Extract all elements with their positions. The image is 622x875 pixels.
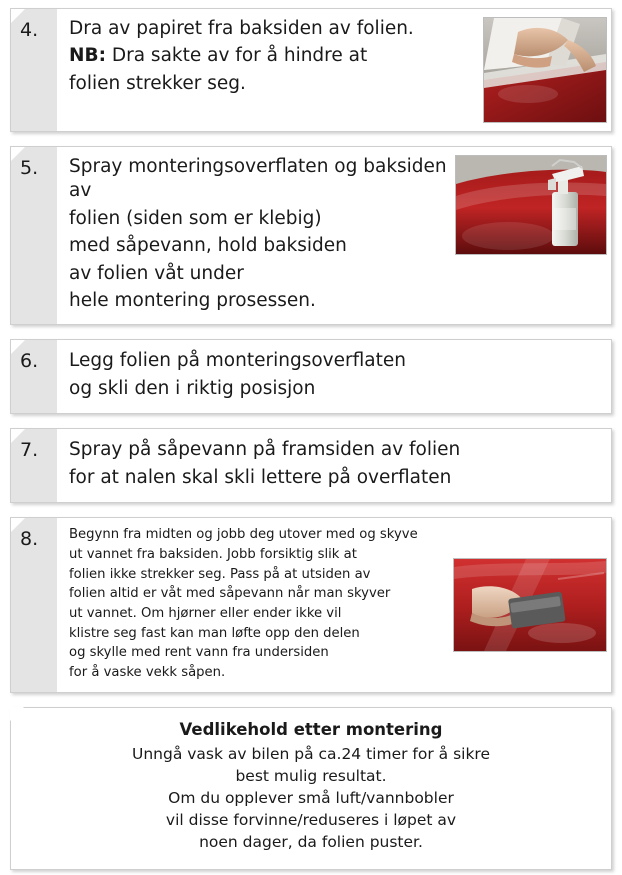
maintenance-line: best mulig resultat. — [235, 766, 387, 785]
step-text-8 — [69, 526, 453, 684]
step-line: Spray monteringsoverflaten og baksiden av — [69, 156, 447, 202]
peeling-backing-photo — [483, 17, 607, 123]
maintenance-line: Unngå vask av bilen på ca.24 timer for å sikre — [131, 744, 490, 763]
step-line: for at nalen skal skli lettere på overflaten — [69, 466, 452, 488]
spray-bottle-illustration — [456, 156, 606, 254]
step-line: og skylle med rent vann fra undersiden — [69, 645, 329, 661]
squeegee-illustration — [454, 559, 606, 651]
step-text-4 — [69, 17, 483, 99]
step-item-6 — [10, 339, 612, 414]
step-body-5 — [57, 147, 611, 324]
step-number-8: 8. — [20, 528, 39, 551]
step-body-6 — [57, 340, 611, 413]
step-item-7 — [10, 428, 612, 503]
step-line: for å vaske vekk såpen. — [69, 665, 226, 681]
step-number-5: 5. — [20, 157, 39, 179]
step-number-6: 6. — [20, 350, 39, 373]
step-line-text: Dra sakte av for å hindre at — [105, 45, 368, 67]
spray-bottle-photo — [455, 155, 607, 255]
step-line: folien strekker seg. — [69, 72, 246, 94]
nb-label: NB: — [69, 45, 106, 67]
step-line: Spray på såpevann på framsiden av folien — [69, 439, 461, 461]
step-line: klistre seg fast kan man løfte opp den delen — [69, 625, 360, 641]
step-number-7: 7. — [20, 439, 39, 462]
step-line: ut vannet fra baksiden. Jobb forsiktig slik at — [69, 546, 357, 562]
step-line: folien ikke strekker seg. Pass på at utsiden av — [69, 566, 371, 582]
step-text-5 — [69, 155, 455, 316]
step-body-7 — [57, 429, 611, 502]
squeegee-photo — [453, 558, 607, 652]
maintenance-title: Vedlikehold etter montering — [179, 719, 443, 739]
step-item-4 — [10, 8, 612, 132]
maintenance-section — [10, 707, 612, 870]
step-item-8 — [10, 517, 612, 693]
peeling-backing-illustration — [484, 18, 606, 122]
step-number-4: 4. — [20, 19, 39, 41]
step-line: hele montering prosessen. — [69, 290, 316, 312]
step-line: Legg folien på monteringsoverflaten — [69, 350, 406, 372]
step-line: av folien våt under — [69, 262, 244, 284]
step-line — [69, 44, 477, 68]
step-line: Begynn fra midten og jobb deg utover med og skyve — [69, 527, 418, 543]
step-line: Dra av papiret fra baksiden av folien. — [69, 18, 414, 39]
step-item-5 — [10, 146, 612, 325]
step-line: folien altid er våt med såpevann når man skyver — [69, 586, 391, 602]
step-body-8 — [57, 518, 611, 692]
step-line: med såpevann, hold baksiden — [69, 235, 347, 257]
step-body-4 — [57, 9, 611, 131]
maintenance-line: vil disse forvinne/reduseres i løpet av — [165, 810, 457, 829]
step-number-column-8 — [11, 518, 57, 692]
step-number-column-4 — [11, 9, 57, 131]
maintenance-line: Om du opplever små luft/vannbobler — [168, 788, 454, 807]
step-line: og skli den i riktig posisjon — [69, 377, 316, 399]
step-number-column-7 — [11, 429, 57, 502]
step-text-6 — [69, 349, 607, 404]
step-text-7 — [69, 438, 607, 493]
maintenance-line: noen dager, da folien puster. — [199, 832, 423, 851]
step-line: ut vannet. Om hjørner eller ender ikke vil — [69, 606, 342, 621]
step-number-column-6 — [11, 340, 57, 413]
step-line: folien (siden som er klebig) — [69, 207, 322, 229]
step-number-column-5 — [11, 147, 57, 324]
